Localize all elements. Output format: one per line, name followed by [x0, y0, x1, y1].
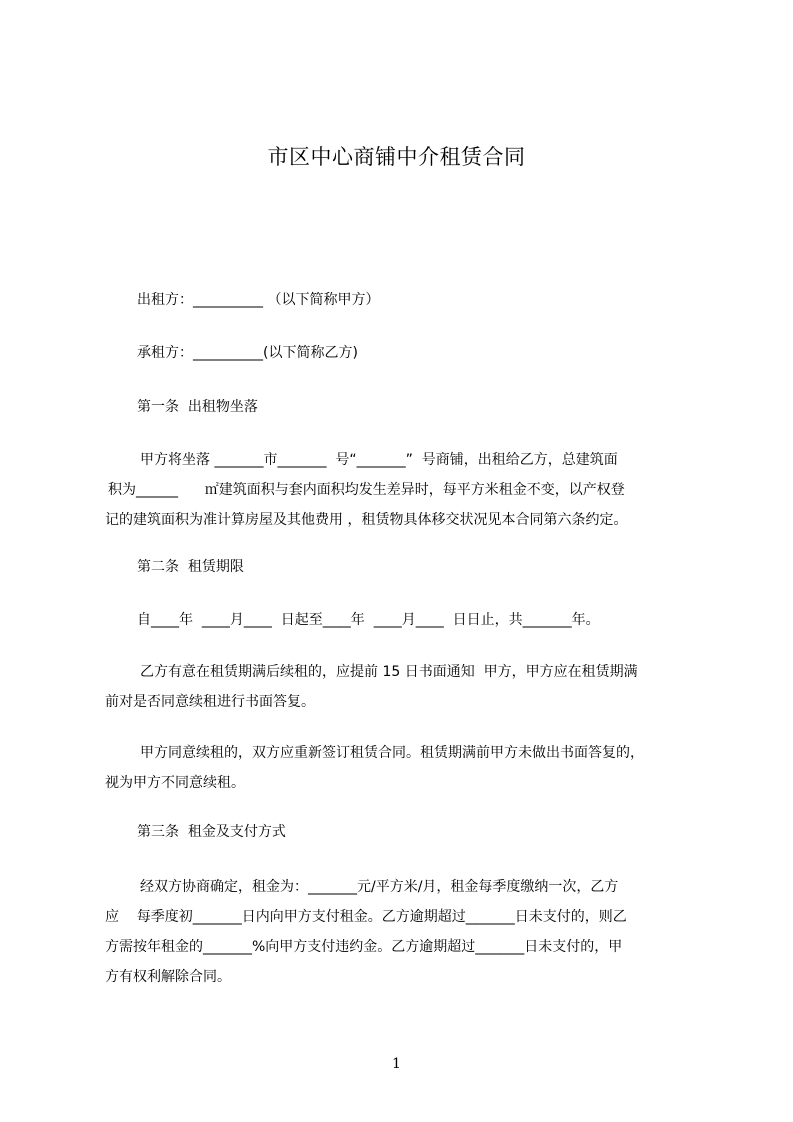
renewal-agree-paragraph	[105, 738, 705, 798]
article-1-paragraph	[105, 445, 705, 535]
article-3-heading: 第三条 租金及支付方式	[137, 824, 286, 840]
renewal-notice-paragraph	[105, 657, 705, 717]
page-number: 1	[392, 1056, 401, 1072]
article-1-line-2: 积为______ ㎡建筑面积与套内面积均发生差异时，每平方米租金不变，以产权登	[108, 482, 625, 498]
lessee-line: 承租方：__________(以下简称乙方)	[137, 345, 358, 361]
renewal-notice-line-2: 前对是否同意续租进行书面答复。	[105, 694, 315, 710]
renewal-agree-line-1: 甲方同意续租的，双方应重新签订租赁合同。租赁期满前甲方未做出书面答复的，	[140, 745, 644, 761]
renewal-notice-line-1: 乙方有意在租赁期满后续租的，应提前 15 日书面通知 甲方，甲方应在租赁期满	[140, 664, 638, 680]
article-2-heading: 第二条 租赁期限	[137, 559, 244, 575]
article-3-line-1: 经双方协商确定，租金为：_______元/平方米/月，租金每季度缴纳一次，乙方	[140, 879, 619, 895]
lease-term-line: 自____年 ____月____ 日起至____年 ____月____ 日日止，共_______年。	[137, 612, 600, 628]
article-1-line-3: 记的建筑面积为准计算房屋及其他费用 ，租赁物具体移交状况见本合同第六条约定。	[105, 512, 628, 528]
article-3-line-2: 应 每季度初_______日内向甲方支付租金。乙方逾期超过_______日未支付的，则乙	[105, 909, 627, 925]
article-3-line-3: 方需按年租金的_______%向甲方支付违约金。乙方逾期超过_______日未支付的，甲	[105, 939, 623, 955]
article-1-line-1: 甲方将坐落 _______市_______ 号“_______” 号商铺，出租给乙方，总建筑面	[140, 452, 618, 468]
article-3-line-4: 方有权利解除合同。	[105, 969, 231, 985]
document-title: 市区中心商铺中介租赁合同	[267, 145, 526, 169]
article-1-heading: 第一条 出租物坐落	[137, 399, 258, 415]
article-3-paragraph	[105, 872, 705, 992]
renewal-agree-line-2: 视为甲方不同意续租。	[105, 775, 245, 791]
lessor-line: 出租方：__________ （以下简称甲方）	[137, 292, 380, 308]
